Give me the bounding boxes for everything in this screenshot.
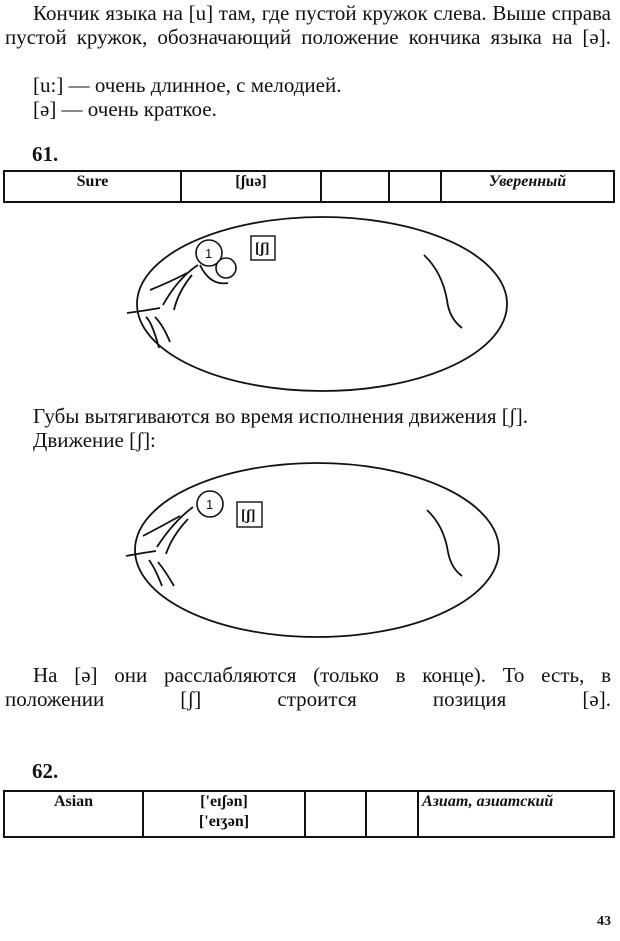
tongue-stroke	[174, 275, 192, 310]
lip-stroke	[126, 551, 156, 556]
empty-cell	[305, 791, 366, 837]
translation-cell: Уверенный	[441, 171, 614, 202]
tongue-stroke	[166, 519, 188, 554]
throat-curve	[427, 510, 462, 576]
mouth-outline	[137, 217, 507, 391]
translation-cell: Азиат, азиатский	[418, 791, 614, 837]
articulation-diagram-1	[0, 210, 620, 410]
empty-circle-u	[216, 258, 236, 278]
lip-stroke	[155, 317, 170, 342]
intro-paragraph: Кончик языка на [u] там, где пустой кружок слева. Выше справа пустой кружок, обозначающий положение кончика языка на [ə].	[5, 1, 611, 49]
circle-label: 1	[206, 497, 214, 512]
relax-text: На [ə] они расслабляются (только в конце). То есть, в положении [ʃ] строится позиция [ə].	[5, 663, 611, 711]
page-number: 43	[597, 914, 611, 929]
throat-curve	[424, 255, 462, 328]
transcription-cell: [ʃuə]	[181, 171, 321, 202]
movement-label: Движение [ʃ]:	[33, 428, 156, 452]
tongue-stroke	[157, 507, 193, 547]
word-cell: Asian	[4, 791, 143, 837]
tongue-stroke	[150, 273, 187, 290]
symbol-label: [ʃ]	[255, 241, 270, 257]
empty-cell	[321, 171, 389, 202]
empty-cell	[366, 791, 418, 837]
tongue-stroke	[143, 516, 180, 536]
circle-label: 1	[205, 246, 213, 261]
exercise-61-table	[3, 170, 615, 203]
transcription-line-2: ['eɪʒən]	[198, 813, 250, 830]
tongue-stroke	[163, 265, 198, 305]
exercise-62-table	[3, 790, 615, 838]
transcription-cell	[143, 791, 305, 837]
empty-cell	[389, 171, 441, 202]
symbol-label: [ʃ]	[241, 508, 256, 524]
mouth-outline	[135, 463, 499, 637]
lip-stroke	[127, 308, 160, 313]
articulation-diagram-2	[0, 462, 620, 662]
intro-line-schwa: [ə] — очень краткое.	[33, 97, 217, 121]
exercise-61-number: 61.	[32, 142, 59, 166]
transcription-line-1: ['eɪʃən]	[200, 793, 248, 810]
exercise-62-number: 62.	[32, 759, 59, 783]
intro-line-u: [u:] — очень длинное, с мелодией.	[33, 73, 342, 97]
word-cell: Sure	[4, 171, 181, 202]
lips-text: Губы вытягиваются во время исполнения движения [ʃ].	[33, 404, 528, 428]
